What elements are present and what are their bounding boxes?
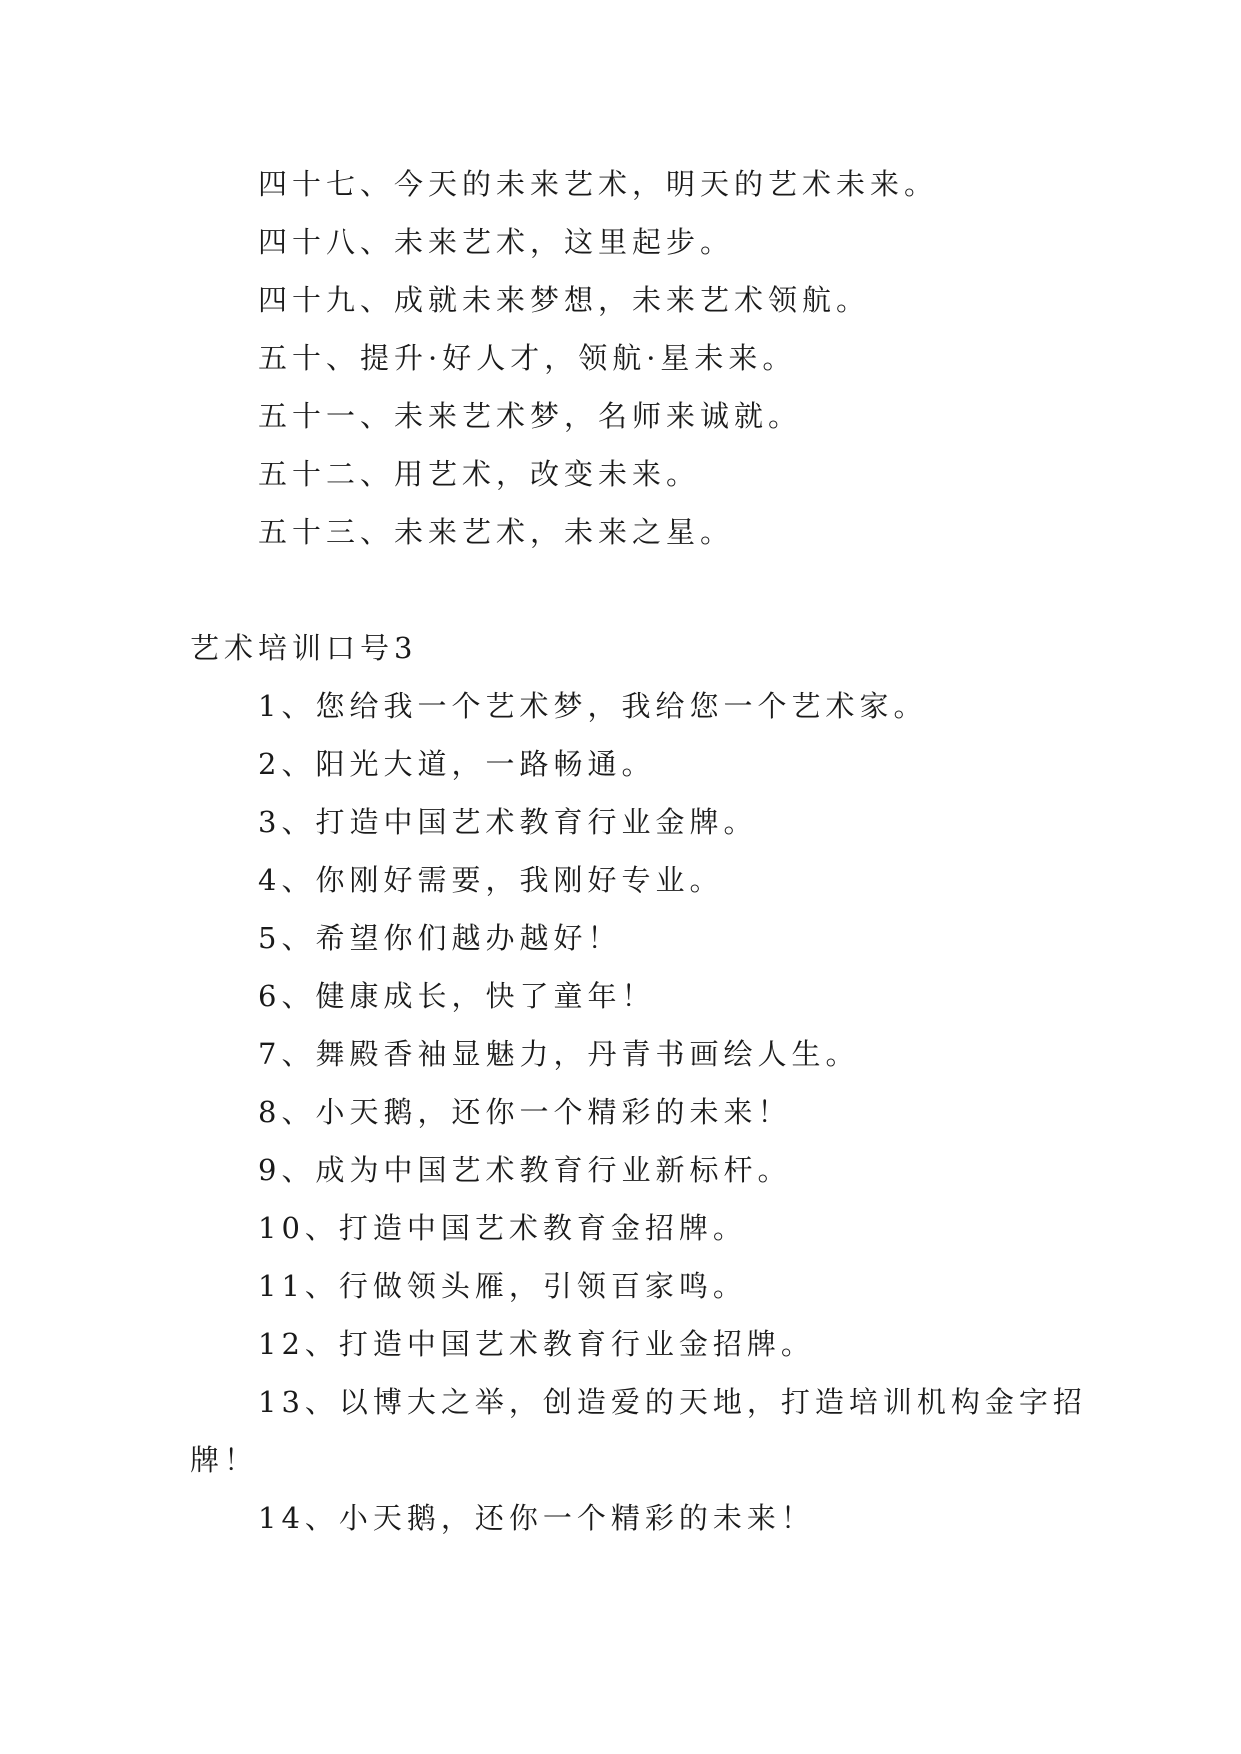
slogan-item: 11、行做领头雁，引领百家鸣。 <box>258 1269 747 1303</box>
slogan-item: 1、您给我一个艺术梦，我给您一个艺术家。 <box>258 689 928 723</box>
slogan-item: 14、小天鹅，还你一个精彩的未来！ <box>258 1501 815 1535</box>
slogan-49: 四十九、成就未来梦想，未来艺术领航。 <box>258 283 871 317</box>
section-heading: 艺术培训口号3 <box>190 631 418 665</box>
slogan-51: 五十一、未来艺术梦，名师来诚就。 <box>258 399 803 433</box>
slogan-item: 4、你刚好需要，我刚好专业。 <box>258 863 724 897</box>
slogan-item: 7、舞殿香袖显魅力，丹青书画绘人生。 <box>258 1037 860 1071</box>
slogan-item-continuation: 牌！ <box>190 1443 259 1477</box>
slogan-item: 10、打造中国艺术教育金招牌。 <box>258 1211 747 1245</box>
slogan-item: 2、阳光大道，一路畅通。 <box>258 747 656 781</box>
slogan-item: 3、打造中国艺术教育行业金牌。 <box>258 805 758 839</box>
slogan-item: 13、以博大之举，创造爱的天地，打造培训机构金字招 <box>258 1385 1087 1419</box>
slogan-item: 12、打造中国艺术教育行业金招牌。 <box>258 1327 815 1361</box>
slogan-item: 5、希望你们越办越好！ <box>258 921 622 955</box>
slogan-52: 五十二、用艺术，改变未来。 <box>258 457 701 491</box>
slogan-53: 五十三、未来艺术，未来之星。 <box>258 515 735 549</box>
slogan-50: 五十、提升·好人才，领航·星未来。 <box>258 341 797 375</box>
slogan-item: 9、成为中国艺术教育行业新标杆。 <box>258 1153 792 1187</box>
slogan-48: 四十八、未来艺术，这里起步。 <box>258 225 735 259</box>
slogan-item: 8、小天鹅，还你一个精彩的未来！ <box>258 1095 792 1129</box>
slogan-47: 四十七、今天的未来艺术，明天的艺术未来。 <box>258 167 939 201</box>
slogan-item: 6、健康成长，快了童年！ <box>258 979 656 1013</box>
